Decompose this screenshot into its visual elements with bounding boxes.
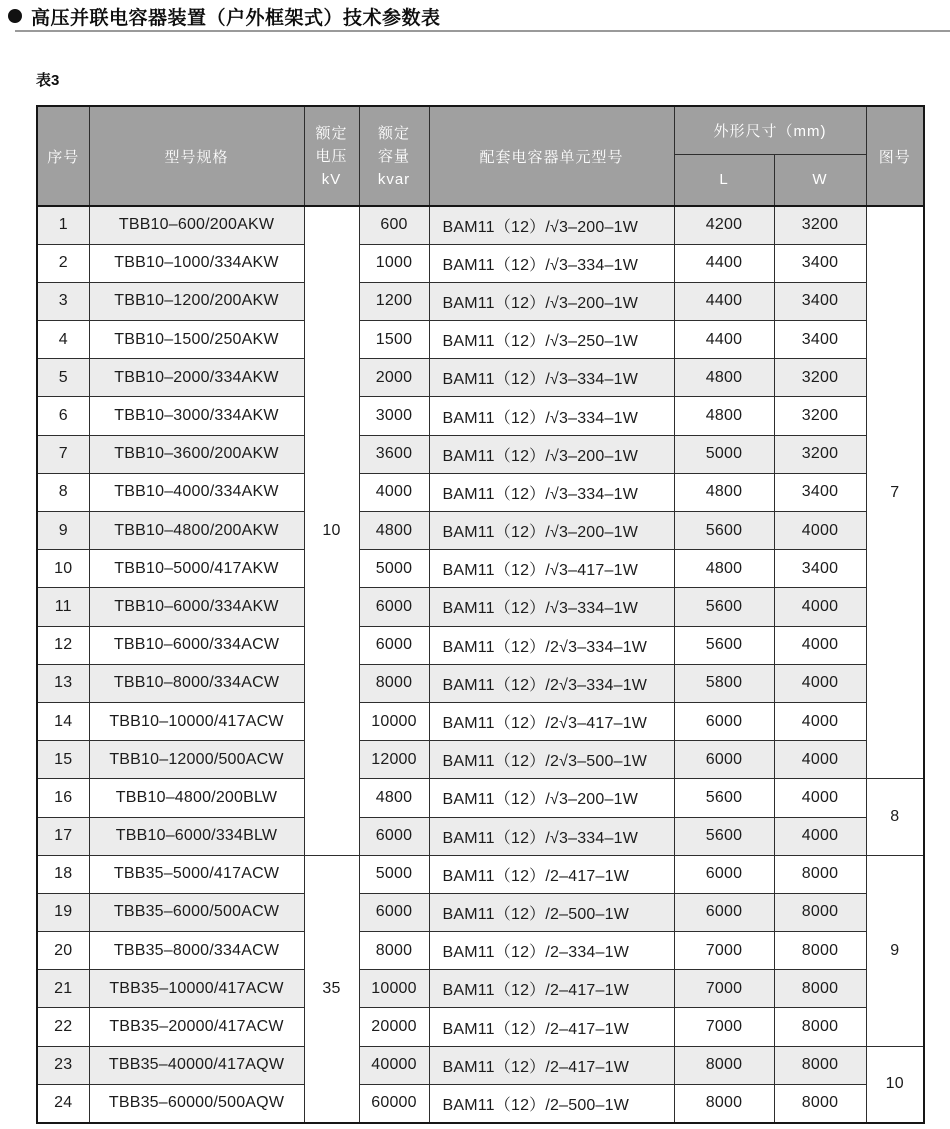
cell-length: 4400 [674, 244, 774, 282]
cell-length: 5600 [674, 588, 774, 626]
cell-model: TBB10–600/200AKW [89, 206, 304, 244]
table-row [37, 1084, 924, 1122]
cell-unit-model: BAM11（12）/2–500–1W [429, 893, 674, 931]
cell-width: 4000 [774, 817, 866, 855]
cell-width: 8000 [774, 1008, 866, 1046]
table-row [37, 893, 924, 931]
cell-capacity: 4800 [359, 779, 429, 817]
cell-capacity: 4000 [359, 473, 429, 511]
cell-capacity: 1200 [359, 282, 429, 320]
cell-length: 5800 [674, 664, 774, 702]
cell-length: 4200 [674, 206, 774, 244]
cell-serial: 21 [37, 970, 89, 1008]
cell-serial: 23 [37, 1046, 89, 1084]
cell-unit-model: BAM11（12）/√3–200–1W [429, 435, 674, 473]
cell-length: 4400 [674, 282, 774, 320]
cell-capacity: 10000 [359, 970, 429, 1008]
cell-serial: 12 [37, 626, 89, 664]
table-row [37, 817, 924, 855]
cell-unit-model: BAM11（12）/√3–417–1W [429, 550, 674, 588]
cell-serial: 13 [37, 664, 89, 702]
cell-serial: 4 [37, 321, 89, 359]
cell-capacity: 6000 [359, 817, 429, 855]
cell-width: 4000 [774, 741, 866, 779]
cell-unit-model: BAM11（12）/√3–200–1W [429, 282, 674, 320]
table-row [37, 779, 924, 817]
col-header-length: L [674, 154, 774, 206]
cell-width: 3200 [774, 206, 866, 244]
table-row [37, 206, 924, 244]
cell-serial: 1 [37, 206, 89, 244]
table-row [37, 282, 924, 320]
cell-model: TBB10–1200/200AKW [89, 282, 304, 320]
table-row [37, 932, 924, 970]
cell-model: TBB10–4000/334AKW [89, 473, 304, 511]
cell-unit-model: BAM11（12）/2√3–417–1W [429, 702, 674, 740]
cell-voltage-merged: 35 [304, 855, 359, 1122]
cell-unit-model: BAM11（12）/2–417–1W [429, 970, 674, 1008]
cell-model: TBB10–1500/250AKW [89, 321, 304, 359]
table-row [37, 473, 924, 511]
cell-width: 8000 [774, 1046, 866, 1084]
table-row [37, 741, 924, 779]
cell-capacity: 6000 [359, 893, 429, 931]
header-line: 额定 [377, 124, 410, 142]
cell-model: TBB10–3600/200AKW [89, 435, 304, 473]
cell-width: 3400 [774, 473, 866, 511]
cell-unit-model: BAM11（12）/√3–334–1W [429, 473, 674, 511]
cell-serial: 5 [37, 359, 89, 397]
table-row [37, 359, 924, 397]
table-header [37, 106, 924, 206]
table-row [37, 1046, 924, 1084]
col-header-serial: 序号 [37, 106, 89, 206]
col-header-width: W [774, 154, 866, 206]
cell-model: TBB35–60000/500AQW [89, 1084, 304, 1122]
table-row [37, 550, 924, 588]
bullet-icon [8, 9, 22, 23]
cell-serial: 10 [37, 550, 89, 588]
cell-length: 4800 [674, 473, 774, 511]
cell-unit-model: BAM11（12）/2√3–334–1W [429, 664, 674, 702]
cell-model: TBB10–3000/334AKW [89, 397, 304, 435]
cell-serial: 16 [37, 779, 89, 817]
header-line: kV [321, 170, 342, 188]
cell-serial: 7 [37, 435, 89, 473]
cell-length: 8000 [674, 1084, 774, 1122]
cell-unit-model: BAM11（12）/√3–200–1W [429, 512, 674, 550]
cell-capacity: 8000 [359, 664, 429, 702]
cell-model: TBB10–2000/334AKW [89, 359, 304, 397]
cell-serial: 20 [37, 932, 89, 970]
parameters-table [36, 105, 925, 1124]
header-line: 电压 [315, 147, 348, 165]
cell-serial: 24 [37, 1084, 89, 1122]
cell-width: 4000 [774, 512, 866, 550]
table-row [37, 1008, 924, 1046]
col-header-capacity [359, 106, 429, 206]
cell-length: 5600 [674, 626, 774, 664]
cell-length: 7000 [674, 970, 774, 1008]
cell-serial: 8 [37, 473, 89, 511]
title-underline [15, 30, 950, 32]
cell-unit-model: BAM11（12）/√3–334–1W [429, 817, 674, 855]
cell-unit-model: BAM11（12）/2√3–500–1W [429, 741, 674, 779]
cell-model: TBB10–6000/334ACW [89, 626, 304, 664]
col-header-model: 型号规格 [89, 106, 304, 206]
cell-model: TBB35–20000/417ACW [89, 1008, 304, 1046]
cell-model: TBB10–4800/200BLW [89, 779, 304, 817]
cell-serial: 22 [37, 1008, 89, 1046]
cell-capacity: 4800 [359, 512, 429, 550]
cell-width: 3200 [774, 435, 866, 473]
cell-length: 4800 [674, 397, 774, 435]
cell-model: TBB35–40000/417AQW [89, 1046, 304, 1084]
cell-length: 4400 [674, 321, 774, 359]
cell-serial: 14 [37, 702, 89, 740]
cell-unit-model: BAM11（12）/√3–200–1W [429, 779, 674, 817]
cell-unit-model: BAM11（12）/2–500–1W [429, 1084, 674, 1122]
cell-figure-merged: 8 [866, 779, 924, 855]
cell-capacity: 60000 [359, 1084, 429, 1122]
table-row [37, 435, 924, 473]
col-header-dimensions: 外形尺寸（mm) [674, 106, 866, 154]
table-row [37, 244, 924, 282]
header-line: 额定 [315, 124, 348, 142]
cell-width: 8000 [774, 855, 866, 893]
cell-width: 3400 [774, 550, 866, 588]
table-row [37, 588, 924, 626]
cell-capacity: 2000 [359, 359, 429, 397]
cell-unit-model: BAM11（12）/√3–200–1W [429, 206, 674, 244]
cell-capacity: 20000 [359, 1008, 429, 1046]
cell-unit-model: BAM11（12）/√3–334–1W [429, 244, 674, 282]
cell-width: 3400 [774, 244, 866, 282]
cell-length: 5600 [674, 817, 774, 855]
cell-capacity: 3600 [359, 435, 429, 473]
table-body [37, 206, 924, 1123]
cell-figure-merged: 9 [866, 855, 924, 1046]
cell-width: 3200 [774, 397, 866, 435]
cell-length: 6000 [674, 702, 774, 740]
cell-length: 8000 [674, 1046, 774, 1084]
table-row [37, 664, 924, 702]
document-title-row [0, 0, 950, 27]
cell-length: 7000 [674, 1008, 774, 1046]
cell-model: TBB35–10000/417ACW [89, 970, 304, 1008]
cell-capacity: 6000 [359, 626, 429, 664]
table-row [37, 397, 924, 435]
cell-capacity: 1000 [359, 244, 429, 282]
cell-width: 8000 [774, 932, 866, 970]
cell-model: TBB10–12000/500ACW [89, 741, 304, 779]
col-header-voltage [304, 106, 359, 206]
table-row [37, 702, 924, 740]
cell-width: 4000 [774, 664, 866, 702]
cell-model: TBB10–10000/417ACW [89, 702, 304, 740]
cell-capacity: 3000 [359, 397, 429, 435]
cell-length: 4800 [674, 550, 774, 588]
table-label: 表3 [36, 72, 60, 89]
cell-length: 7000 [674, 932, 774, 970]
cell-width: 8000 [774, 1084, 866, 1122]
cell-width: 3200 [774, 359, 866, 397]
cell-length: 6000 [674, 893, 774, 931]
cell-model: TBB10–8000/334ACW [89, 664, 304, 702]
cell-model: TBB10–1000/334AKW [89, 244, 304, 282]
table-row [37, 855, 924, 893]
cell-length: 5000 [674, 435, 774, 473]
cell-length: 5600 [674, 512, 774, 550]
cell-unit-model: BAM11（12）/√3–334–1W [429, 588, 674, 626]
cell-serial: 6 [37, 397, 89, 435]
cell-serial: 11 [37, 588, 89, 626]
cell-capacity: 10000 [359, 702, 429, 740]
cell-serial: 9 [37, 512, 89, 550]
cell-serial: 2 [37, 244, 89, 282]
cell-figure-merged: 10 [866, 1046, 924, 1122]
header-line: kvar [377, 170, 411, 188]
cell-capacity: 5000 [359, 855, 429, 893]
cell-unit-model: BAM11（12）/2–334–1W [429, 932, 674, 970]
cell-width: 3400 [774, 282, 866, 320]
cell-model: TBB35–8000/334ACW [89, 932, 304, 970]
cell-figure-merged: 7 [866, 206, 924, 779]
cell-serial: 3 [37, 282, 89, 320]
cell-width: 8000 [774, 893, 866, 931]
cell-width: 8000 [774, 970, 866, 1008]
cell-model: TBB35–5000/417ACW [89, 855, 304, 893]
cell-serial: 17 [37, 817, 89, 855]
cell-serial: 18 [37, 855, 89, 893]
cell-unit-model: BAM11（12）/√3–334–1W [429, 397, 674, 435]
cell-unit-model: BAM11（12）/√3–334–1W [429, 359, 674, 397]
cell-model: TBB10–4800/200AKW [89, 512, 304, 550]
cell-capacity: 5000 [359, 550, 429, 588]
cell-unit-model: BAM11（12）/2–417–1W [429, 855, 674, 893]
cell-width: 4000 [774, 702, 866, 740]
table-row [37, 512, 924, 550]
cell-unit-model: BAM11（12）/2–417–1W [429, 1008, 674, 1046]
cell-width: 4000 [774, 588, 866, 626]
cell-model: TBB35–6000/500ACW [89, 893, 304, 931]
cell-model: TBB10–6000/334AKW [89, 588, 304, 626]
cell-capacity: 1500 [359, 321, 429, 359]
cell-unit-model: BAM11（12）/√3–250–1W [429, 321, 674, 359]
table-row [37, 970, 924, 1008]
cell-voltage-merged: 10 [304, 206, 359, 855]
cell-length: 6000 [674, 855, 774, 893]
cell-length: 6000 [674, 741, 774, 779]
table-row [37, 321, 924, 359]
cell-model: TBB10–5000/417AKW [89, 550, 304, 588]
cell-length: 5600 [674, 779, 774, 817]
cell-model: TBB10–6000/334BLW [89, 817, 304, 855]
cell-capacity: 6000 [359, 588, 429, 626]
cell-width: 4000 [774, 626, 866, 664]
cell-unit-model: BAM11（12）/2–417–1W [429, 1046, 674, 1084]
col-header-figure: 图号 [866, 106, 924, 206]
page-title: 高压并联电容器装置（户外框架式）技术参数表 [31, 7, 441, 29]
cell-capacity: 12000 [359, 741, 429, 779]
cell-capacity: 8000 [359, 932, 429, 970]
cell-unit-model: BAM11（12）/2√3–334–1W [429, 626, 674, 664]
cell-capacity: 600 [359, 206, 429, 244]
cell-width: 4000 [774, 779, 866, 817]
cell-serial: 19 [37, 893, 89, 931]
cell-width: 3400 [774, 321, 866, 359]
header-line: 容量 [377, 147, 410, 165]
table-row [37, 626, 924, 664]
cell-capacity: 40000 [359, 1046, 429, 1084]
cell-serial: 15 [37, 741, 89, 779]
col-header-unit-model: 配套电容器单元型号 [429, 106, 674, 206]
cell-length: 4800 [674, 359, 774, 397]
